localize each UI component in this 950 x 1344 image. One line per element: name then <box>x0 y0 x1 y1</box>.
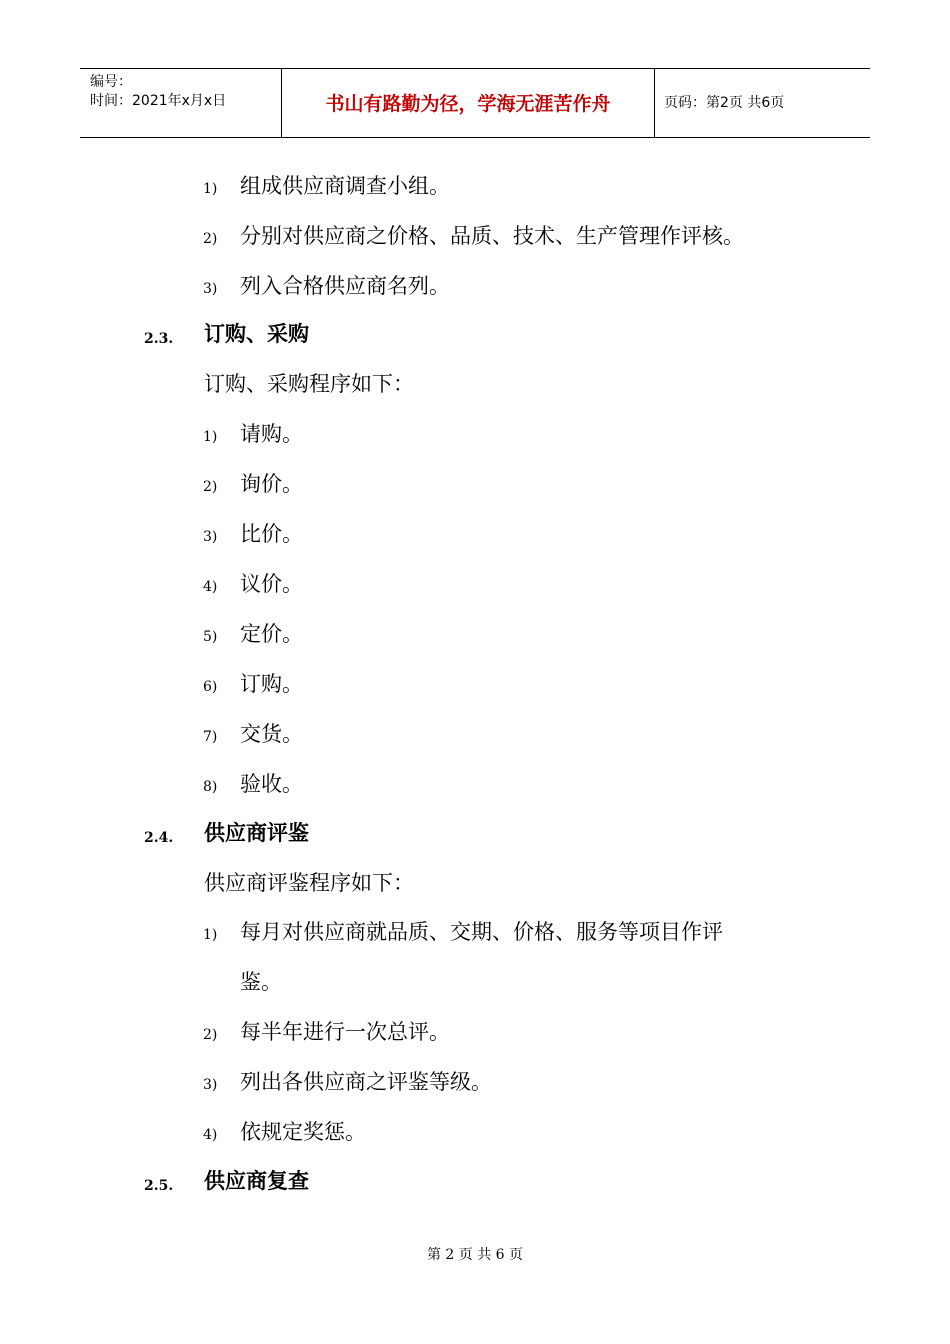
list-item-text: 组成供应商调查小组。 <box>240 174 450 198</box>
list-item-text: 依规定奖惩。 <box>240 1120 366 1144</box>
section-number: 2.5. <box>144 1178 174 1194</box>
list-item-text: 列出各供应商之评鉴等级。 <box>240 1070 492 1094</box>
serial-label: 编号： <box>90 74 132 90</box>
list-item-text: 议价。 <box>240 572 303 596</box>
page-header <box>80 68 870 138</box>
date-label: 时间：2021年x月x日 <box>90 93 227 109</box>
list-item-number: 6) <box>203 679 218 695</box>
header-page-cell <box>655 69 870 137</box>
list-item-number: 4) <box>203 579 218 595</box>
list-item-number: 3) <box>203 1077 218 1093</box>
list-item-number: 1) <box>203 429 218 445</box>
section-title: 供应商评鉴 <box>204 820 309 845</box>
list-item-number: 5) <box>203 629 218 645</box>
list-item-text-continued: 鉴。 <box>240 970 282 994</box>
intro-text: 供应商评鉴程序如下： <box>204 871 414 895</box>
list-item-number: 2) <box>203 231 218 247</box>
list-item-number: 1) <box>203 181 218 197</box>
page-info: 页码：第2页 共6页 <box>664 95 785 111</box>
list-item-text: 每半年进行一次总评。 <box>240 1020 450 1044</box>
section-number: 2.3. <box>144 331 174 347</box>
list-item-text: 定价。 <box>240 622 303 646</box>
list-item-number: 2) <box>203 1027 218 1043</box>
section-title: 供应商复查 <box>204 1168 309 1193</box>
list-item-number: 3) <box>203 529 218 545</box>
list-item-number: 1) <box>203 927 218 943</box>
list-item-text: 验收。 <box>240 772 303 796</box>
header-info-cell <box>80 69 282 137</box>
page-footer: 第 2 页 共 6 页 <box>426 1247 524 1263</box>
list-item-number: 8) <box>203 779 218 795</box>
section-title: 订购、采购 <box>204 321 309 346</box>
list-item-number: 3) <box>203 281 218 297</box>
list-item-number: 7) <box>203 729 218 745</box>
list-item-text: 询价。 <box>240 472 303 496</box>
motto: 书山有路勤为径，学海无涯苦作舟 <box>325 93 611 115</box>
list-item-text: 请购。 <box>240 422 303 446</box>
list-item-text: 交货。 <box>240 722 303 746</box>
list-item-text: 分别对供应商之价格、品质、技术、生产管理作评核。 <box>240 224 744 248</box>
header-motto-cell <box>282 69 655 137</box>
list-item-number: 4) <box>203 1127 218 1143</box>
list-item-number: 2) <box>203 479 218 495</box>
section-number: 2.4. <box>144 830 174 846</box>
list-item-text: 订购。 <box>240 672 303 696</box>
list-item-text: 列入合格供应商名列。 <box>240 274 450 298</box>
list-item-text: 每月对供应商就品质、交期、价格、服务等项目作评 <box>240 920 723 944</box>
intro-text: 订购、采购程序如下： <box>204 372 414 396</box>
list-item-text: 比价。 <box>240 522 303 546</box>
